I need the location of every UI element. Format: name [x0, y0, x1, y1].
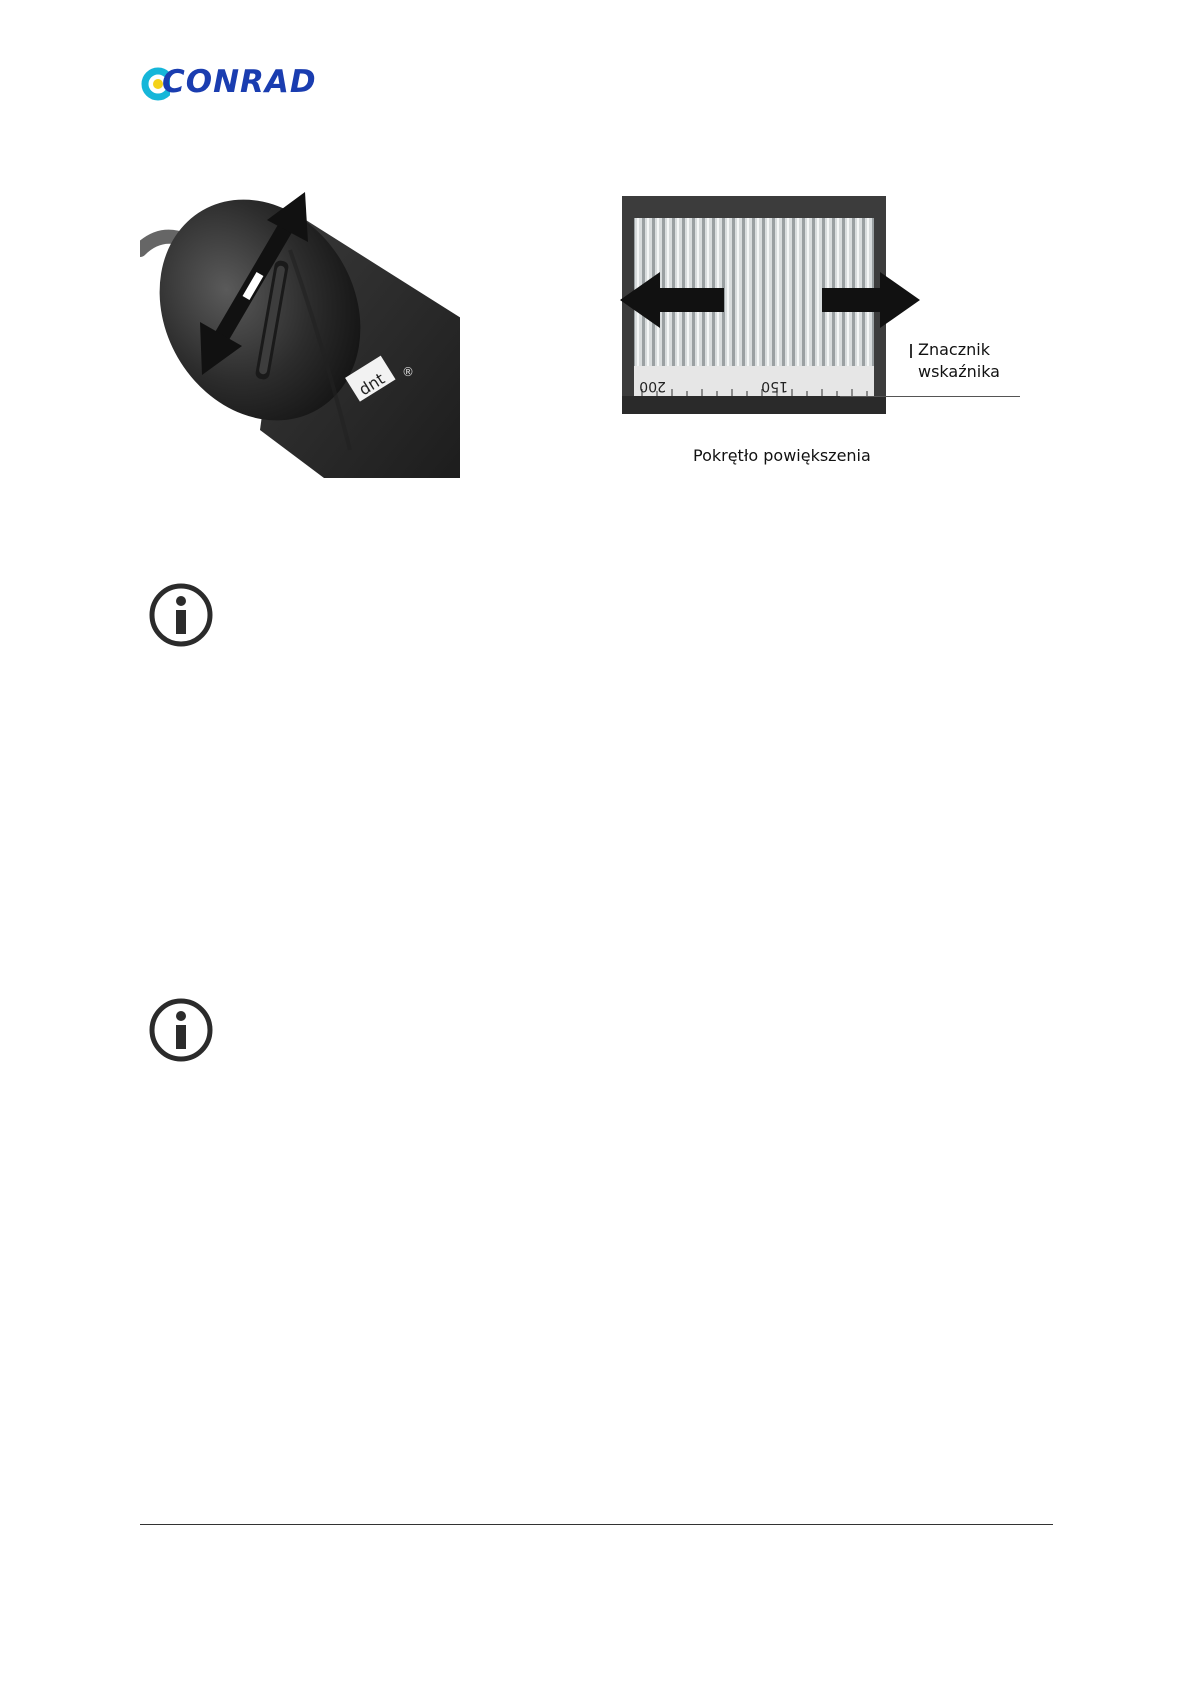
- info-icon: [148, 997, 214, 1063]
- marker-label: [918, 339, 1000, 383]
- arrow-right-icon: [822, 272, 920, 328]
- arrow-left-icon: [620, 272, 724, 328]
- scale-value-200: 200: [639, 378, 666, 394]
- conrad-logo: [140, 62, 317, 110]
- marker-bar: [910, 344, 912, 358]
- footer-divider: [140, 1524, 1053, 1525]
- arrows-group: [620, 264, 920, 334]
- info-icon: [148, 582, 214, 648]
- marker-label-line2: wskaźnika: [918, 362, 1000, 381]
- registered-mark: ®: [402, 365, 414, 379]
- device-label: dnt: [355, 369, 389, 400]
- microscope-focus-photo: [140, 190, 460, 478]
- logo-text: CONRAD: [162, 64, 317, 100]
- marker-label-line1: Znacznik: [918, 340, 990, 359]
- marker-pointer-line: [840, 396, 1020, 397]
- zoom-knob-caption: Pokrętło powiększenia: [693, 446, 871, 465]
- scale-value-150: 150: [761, 378, 788, 394]
